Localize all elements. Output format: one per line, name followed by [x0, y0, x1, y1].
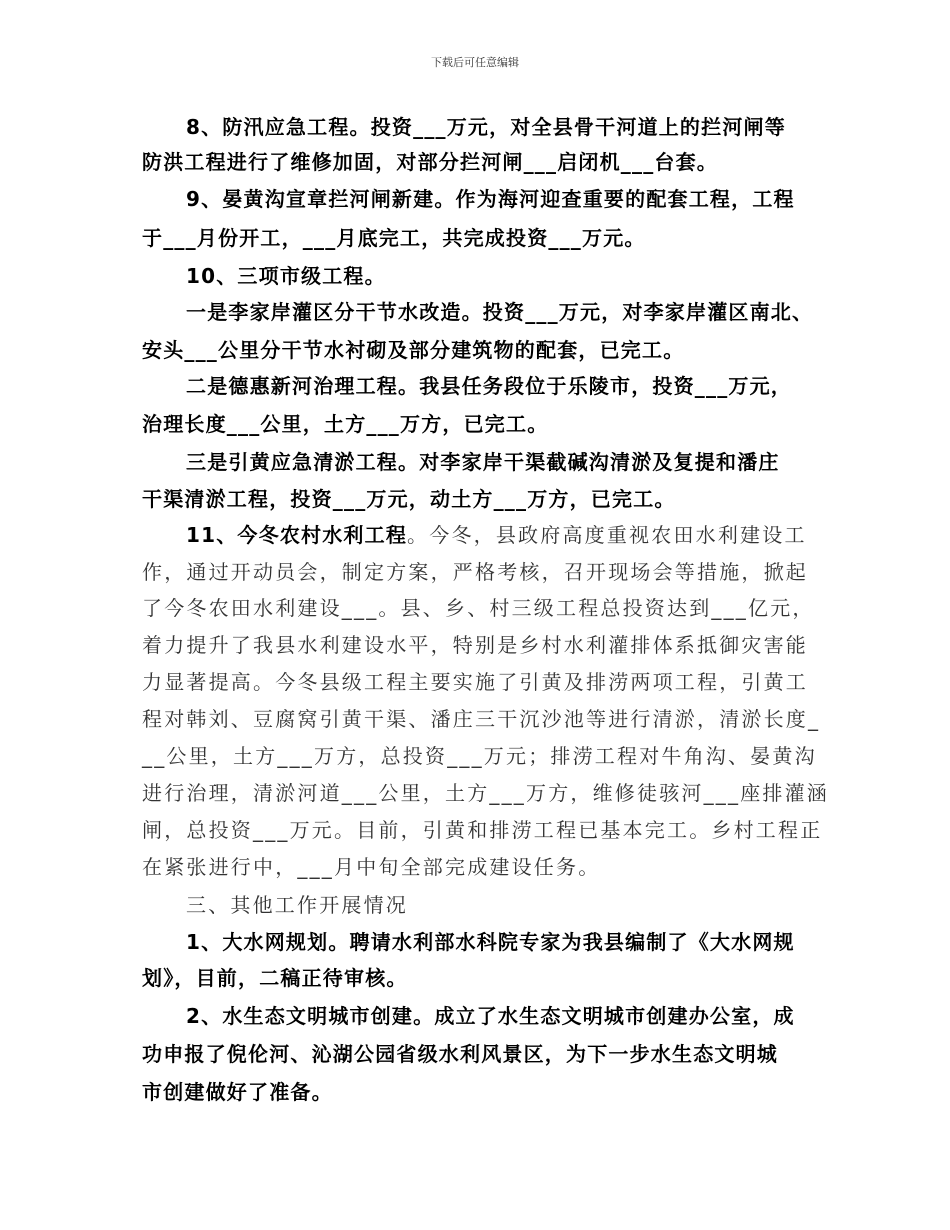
- text-line: __公里，土方___万方，总投资___万元；排涝工程对牛角沟、晏黄沟: [142, 744, 817, 768]
- text-line: 安头___公里分干节水衬砌及部分建筑物的配套，已完工。: [142, 338, 685, 362]
- text-line: 力显著提高。今冬县级工程主要实施了引黄及排涝两项工程，引黄工: [142, 670, 808, 694]
- text-line: 划》，目前，二稿正待审核。: [142, 966, 408, 990]
- text-line: 作，通过开动员会，制定方案，严格考核，召开现场会等措施，掀起: [142, 560, 808, 584]
- text-line: 闸，总投资___万元。目前，引黄和排涝工程已基本完工。乡村工程正: [142, 818, 823, 842]
- text-line: 于___月份开工，___月底完工，共完成投资___万元。: [142, 226, 646, 250]
- text-line: 二是德惠新河治理工程。我县任务段位于乐陵市，投资___万元，: [186, 374, 792, 398]
- text-line: 三是引黄应急清淤工程。对李家岸干渠截碱沟清淤及复提和潘庄: [186, 450, 780, 474]
- text-line-mixed: [186, 521, 807, 549]
- text-line: 一是李家岸灌区分干节水改造。投资___万元，对李家岸灌区南北、: [186, 300, 814, 324]
- text-line: 防洪工程进行了维修加固，对部分拦河闸___启闭机___台套。: [142, 150, 718, 174]
- text-line: 在紧张进行中，___月中旬全部完成建设任务。: [142, 855, 601, 879]
- text-line: 功申报了倪伦河、沁湖公园省级水利风景区，为下一步水生态文明城: [142, 1042, 778, 1066]
- section-heading: 11、今冬农村水利工程: [186, 523, 408, 547]
- page-header: 下载后可任意编辑: [431, 56, 519, 69]
- text-line: 9、晏黄沟宣章拦河闸新建。作为海河迎查重要的配套工程，工程: [186, 187, 795, 211]
- section-heading: 三、其他工作开展情况: [186, 893, 408, 917]
- paragraph-text: 。今冬，县政府高度重视农田水利建设工: [407, 523, 807, 547]
- text-line: 进行治理，清淤河道___公里，土方___万方，维修徒骇河___座排灌涵: [142, 781, 829, 805]
- text-line: 10、三项市级工程。: [186, 264, 386, 288]
- text-line: 8、防汛应急工程。投资___万元，对全县骨干河道上的拦河闸等: [186, 115, 786, 139]
- text-line: 治理长度___公里，土方___万方，已完工。: [142, 412, 549, 436]
- text-line: 1、大水网规划。聘请水利部水科院专家为我县编制了《大水网规: [186, 930, 795, 954]
- text-line: 了今冬农田水利建设___。县、乡、村三级工程总投资达到___亿元，: [142, 596, 815, 620]
- text-line: 市创建做好了准备。: [142, 1080, 333, 1104]
- text-line: 着力提升了我县水利建设水平，特别是乡村水利灌排体系抵御灾害能: [142, 633, 808, 657]
- text-line: 程对韩刘、豆腐窝引黄干渠、潘庄三干沉沙池等进行清淤，清淤长度_: [142, 707, 821, 731]
- text-line: 2、水生态文明城市创建。成立了水生态文明城市创建办公室，成: [186, 1004, 795, 1028]
- text-line: 干渠清淤工程，投资___万元，动土方___万方，已完工。: [142, 487, 676, 511]
